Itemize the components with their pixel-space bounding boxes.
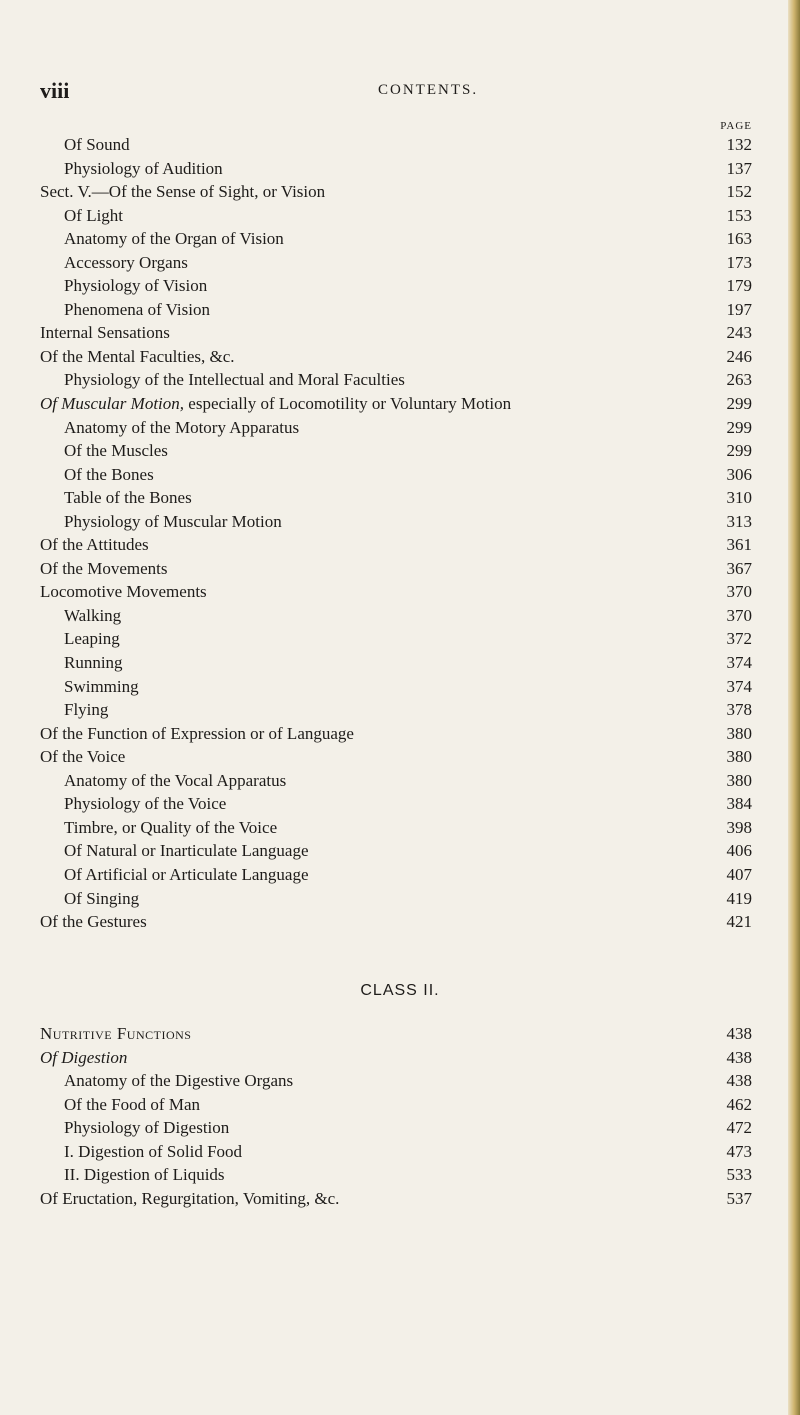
toc-entry-title — [40, 392, 511, 416]
toc-entry — [0, 157, 800, 181]
toc-entry-page: 299 — [726, 441, 752, 461]
toc-entry-page: 370 — [726, 582, 752, 602]
toc-entry — [0, 274, 800, 298]
toc-entry-page: 246 — [726, 346, 752, 366]
running-header — [40, 78, 760, 108]
toc-entry-title: Of Artificial or Articulate Language — [64, 864, 309, 884]
toc-entry-title: Of the Bones — [64, 464, 154, 484]
toc-entry — [0, 368, 800, 392]
toc-entry-title: Swimming — [64, 676, 139, 696]
toc-entry — [0, 627, 800, 651]
toc-entry — [0, 1116, 800, 1140]
toc-entry — [0, 557, 800, 581]
toc-entry-page: 299 — [726, 417, 752, 437]
toc-entry — [0, 1069, 800, 1093]
toc-entry-page: 179 — [726, 276, 752, 296]
toc-entry-page: 384 — [726, 794, 752, 814]
toc-entry-page: 537 — [726, 1188, 752, 1208]
toc-entry-title: Anatomy of the Motory Apparatus — [64, 417, 300, 437]
toc-entry-page: 374 — [726, 653, 752, 673]
toc-entry-title: Flying — [64, 700, 109, 720]
toc-entry-page: 153 — [726, 205, 752, 225]
toc-entry-title: Of Natural or Inarticulate Language — [64, 841, 309, 861]
toc-entry-page: 374 — [726, 676, 752, 696]
toc-entry — [0, 298, 800, 322]
toc-entry-title: I. Digestion of Solid Food — [64, 1141, 243, 1161]
toc-entry-page: 137 — [726, 158, 752, 178]
toc-entry-title: Locomotive Movements — [40, 582, 207, 602]
toc-entry — [0, 1022, 800, 1046]
toc-entry — [0, 180, 800, 204]
toc-entry-page: 163 — [726, 229, 752, 249]
toc-entry — [0, 1163, 800, 1187]
toc-entry — [0, 887, 800, 911]
toc-entry-title: Physiology of Audition — [64, 158, 223, 178]
toc-entry — [0, 580, 800, 604]
contents-list — [0, 133, 800, 934]
toc-entry-title: Of the Muscles — [64, 441, 168, 461]
toc-entry-title: Of the Attitudes — [40, 535, 149, 555]
toc-entry-page: 398 — [726, 817, 752, 837]
toc-entry-title: Table of the Bones — [64, 488, 192, 508]
toc-entry-title: Accessory Organs — [64, 252, 188, 272]
toc-entry-title: Of the Gestures — [40, 912, 147, 932]
toc-entry-page: 473 — [726, 1141, 752, 1161]
toc-entry-page: 243 — [726, 323, 752, 343]
toc-entry — [0, 745, 800, 769]
toc-entry — [0, 722, 800, 746]
toc-entry-page: 152 — [726, 182, 752, 202]
toc-entry — [0, 204, 800, 228]
toc-entry-title: Anatomy of the Organ of Vision — [64, 229, 284, 249]
toc-entry-title-italic: Of Muscular Motion, — [40, 394, 185, 414]
toc-entry-page: 173 — [726, 252, 752, 272]
toc-entry-title: Nutritive Functions — [40, 1024, 192, 1043]
toc-entry-title: Phenomena of Vision — [64, 299, 210, 319]
toc-entry-page: 462 — [726, 1094, 752, 1114]
toc-entry-title: Of Eructation, Regurgitation, Vomiting, &c. — [40, 1188, 340, 1208]
toc-entry — [0, 910, 800, 934]
toc-entry — [0, 675, 800, 699]
toc-entry-page: 419 — [726, 888, 752, 908]
toc-entry-page: 197 — [726, 299, 752, 319]
toc-entry — [0, 839, 800, 863]
toc-entry — [0, 439, 800, 463]
toc-entry-page: 438 — [726, 1024, 752, 1043]
toc-entry — [0, 1187, 800, 1211]
toc-entry-title: Of the Food of Man — [64, 1094, 200, 1114]
toc-entry-page: 372 — [726, 629, 752, 649]
toc-entry-page: 438 — [726, 1071, 752, 1091]
toc-entry-page: 407 — [726, 864, 752, 884]
toc-entry — [0, 227, 800, 251]
toc-entry-title: Of Sound — [64, 135, 130, 154]
toc-entry-title: Physiology of the Intellectual and Moral Faculties — [64, 370, 405, 390]
toc-entry — [0, 651, 800, 675]
toc-entry-title: Physiology of the Voice — [64, 794, 227, 814]
toc-entry-page: 367 — [726, 558, 752, 578]
toc-entry — [0, 1140, 800, 1164]
toc-entry — [0, 863, 800, 887]
toc-entry-page: 380 — [726, 747, 752, 767]
toc-entry — [0, 133, 800, 157]
toc-entry — [0, 816, 800, 840]
toc-entry-title: Timbre, or Quality of the Voice — [64, 817, 278, 837]
toc-entry-page: 380 — [726, 770, 752, 790]
toc-entry-page: 370 — [726, 605, 752, 625]
toc-entry — [0, 321, 800, 345]
toc-entry-title: Sect. V.—Of the Sense of Sight, or Vision — [40, 182, 326, 202]
toc-entry-page: 378 — [726, 700, 752, 720]
toc-entry-page: 472 — [726, 1118, 752, 1138]
running-title: CONTENTS. — [378, 82, 479, 98]
toc-entry-title: Physiology of Muscular Motion — [64, 511, 282, 531]
toc-entry-page: 380 — [726, 723, 752, 743]
class-heading: CLASS II. — [360, 982, 440, 999]
toc-entry-title: II. Digestion of Liquids — [64, 1165, 225, 1185]
toc-entry-title: Internal Sensations — [40, 323, 170, 343]
toc-entry-page: 438 — [726, 1047, 752, 1067]
toc-entry-title: Anatomy of the Digestive Organs — [64, 1071, 294, 1091]
toc-entry — [0, 251, 800, 275]
toc-entry-title: Leaping — [64, 629, 120, 649]
toc-entry-title-rest: especially of Locomotility or Voluntary Motion — [184, 394, 512, 414]
toc-entry — [0, 604, 800, 628]
toc-entry-title: Of Singing — [64, 888, 140, 908]
contents-list-class-2 — [0, 1022, 800, 1210]
toc-entry-title: Anatomy of the Vocal Apparatus — [64, 770, 287, 790]
toc-entry — [0, 510, 800, 534]
toc-entry-page: 310 — [726, 488, 752, 508]
toc-entry — [0, 1046, 800, 1070]
toc-entry — [0, 463, 800, 487]
toc-entry — [0, 698, 800, 722]
toc-entry-page: 263 — [726, 370, 752, 390]
toc-entry-page: 306 — [726, 464, 752, 484]
toc-entry-title: Walking — [64, 605, 122, 625]
toc-entry-title: Of Digestion — [40, 1047, 128, 1067]
toc-entry — [0, 345, 800, 369]
toc-entry — [0, 486, 800, 510]
toc-entry — [0, 792, 800, 816]
toc-entry-title: Of Light — [64, 205, 124, 225]
toc-entry-page: 406 — [726, 841, 752, 861]
page-column-label: PAGE — [720, 120, 752, 132]
toc-entry — [0, 533, 800, 557]
toc-entry-title: Of the Function of Expression or of Language — [40, 723, 354, 743]
toc-entry-page: 361 — [726, 535, 752, 555]
toc-entry-title: Of the Movements — [40, 558, 168, 578]
toc-entry-title: Running — [64, 653, 123, 673]
toc-entry-page: 533 — [726, 1165, 752, 1185]
page-number: viii — [40, 78, 70, 103]
page-edge — [788, 0, 800, 1415]
toc-entry-page: 313 — [726, 511, 752, 531]
toc-entry-title: Physiology of Digestion — [64, 1118, 230, 1138]
toc-entry — [0, 1093, 800, 1117]
toc-entry — [0, 416, 800, 440]
toc-entry-title: Of the Voice — [40, 747, 126, 767]
toc-entry-page: 132 — [726, 135, 752, 154]
toc-entry-page: 299 — [726, 394, 752, 414]
toc-entry-title: Of the Mental Faculties, &c. — [40, 346, 235, 366]
toc-entry-title: Physiology of Vision — [64, 276, 208, 296]
toc-entry-page: 421 — [726, 912, 752, 932]
toc-entry — [0, 769, 800, 793]
toc-entry — [0, 392, 800, 416]
